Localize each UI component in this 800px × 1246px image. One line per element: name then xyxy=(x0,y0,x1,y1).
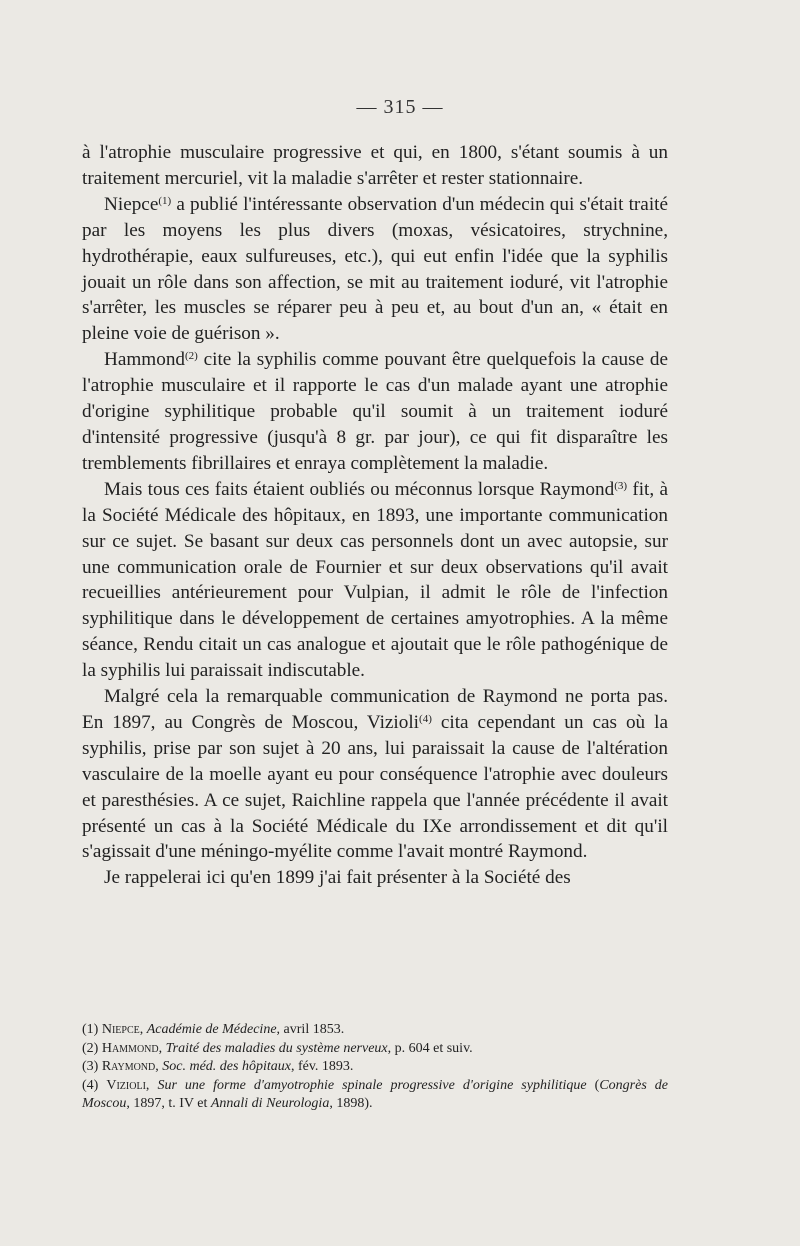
author-name: Vizioli xyxy=(106,1077,146,1093)
text-run: , xyxy=(158,1040,166,1056)
footnote-ref: (3) xyxy=(614,479,628,492)
text-run: , xyxy=(139,1022,147,1037)
text-run: cite la syphilis comme pouvant être quelquefois la cause de l'atrophie musculaire et il rapporte le cas d'un malade ayant une atrophie d'origine syphilitique probable qu'il soumit à un traitement ioduré d'intensité progressive (jusqu'à 8 gr. par jour), ce qui fit disparaître les tremblements fibrillaires et enraya complètement la maladie. xyxy=(82,349,668,474)
text-run: , xyxy=(155,1059,163,1074)
citation-title: Académie de Médecine xyxy=(146,1022,277,1037)
text-run: Je rappelerai ici qu'en 1899 j'ai fait présenter à la Société des xyxy=(104,867,571,889)
paragraph xyxy=(82,684,668,865)
author-name: Niepce xyxy=(101,1022,140,1037)
paragraph xyxy=(82,192,668,347)
footnote xyxy=(82,1077,668,1114)
text-run: , avril 1853. xyxy=(276,1022,345,1037)
footnote-ref: (4) xyxy=(419,712,432,725)
footnote xyxy=(82,1058,668,1077)
text-run: cita cependant un cas où la syphilis, prise par son sujet à 20 ans, lui paraissait la cause de l'altération vasculaire de la moelle ayant eu pour conséquence l'atrophie avec douleurs et paresthésies. A ce sujet, Raichline rappela que l'année précédente il avait présenté un cas à la Société Médicale du IXe arrondissement et dit qu'il s'agissait d'une méningo-myélite comme l'avait montré Raymond. xyxy=(82,711,668,863)
paragraph xyxy=(82,347,668,477)
citation-title: Sur une forme d'amyotrophie spinale progressive d'origine syphilitique xyxy=(157,1077,587,1093)
text-run: , 1898). xyxy=(329,1096,373,1111)
body-text xyxy=(82,140,668,891)
text-run: Mais tous ces faits étaient oubliés ou méconnus lorsque Raymond xyxy=(104,478,615,500)
citation-title: Traité des maladies du système nerveux xyxy=(165,1040,388,1056)
text-run: , 1897, t. IV et xyxy=(126,1096,211,1111)
text-run: (1) xyxy=(82,1022,102,1037)
footnote xyxy=(82,1021,668,1040)
text-run: ( xyxy=(586,1077,600,1093)
citation-title: Soc. méd. des hôpitaux xyxy=(162,1059,291,1074)
text-run: fit, à la Société Médicale des hôpitaux, en 1893, une importante communication sur ce sujet. Se basant sur deux cas personnels dont un avec autopsie, sur une communication orale de Fournier et sur deux observations qu'il avait recueillies antérieurement pour Vulpian, il admit le rôle de l'infection syphilitique dans le développement de certaines amyotrophies. A la même séance, Rendu citait un cas analogue et ajoutait que le rôle pathogénique de la syphilis lui paraissait indiscutable. xyxy=(82,478,668,682)
citation-title: Congrès de Moscou xyxy=(82,1077,669,1111)
text-run: (4) xyxy=(82,1077,107,1093)
paragraph xyxy=(82,865,668,891)
text-run: , p. 604 et suiv. xyxy=(387,1040,473,1056)
text-run: Malgré cela la remarquable communication de Raymond ne porta pas. En 1897, au Congrès de Moscou, Vizioli xyxy=(82,686,668,733)
footnote-ref: (2) xyxy=(185,350,198,363)
text-run: , fév. 1893. xyxy=(290,1059,354,1074)
paragraph xyxy=(82,140,668,192)
text-run: Hammond xyxy=(104,349,186,371)
text-run: , xyxy=(145,1077,158,1093)
text-run: (2) xyxy=(82,1040,102,1056)
text-run: à l'atrophie musculaire progressive et qui, en 1800, s'étant soumis à un traitement mercuriel, vit la maladie s'arrêter et rester stationnaire. xyxy=(82,142,668,189)
text-run: a publié l'intéressante observation d'un médecin qui s'était traité par les moyens les plus divers (moxas, vésicatoires, strychnine, hydrothérapie, eaux sulfureuses, etc.), qui eut enfin l'idée que la syphilis jouait un rôle dans son affection, se mit au traitement ioduré, vit l'atrophie s'arrêter, les muscles se réparer peu à peu et, au bout d'un an, « était en pleine voie de guérison ». xyxy=(82,193,668,345)
author-name: Raymond xyxy=(101,1059,156,1074)
text-run: Niepce xyxy=(104,193,159,215)
text-run: (3) xyxy=(82,1059,102,1074)
footnotes xyxy=(82,1021,668,1114)
author-name: Hammond xyxy=(101,1040,159,1056)
paragraph xyxy=(82,477,668,684)
citation-title: Annali di Neurologia xyxy=(210,1096,330,1111)
page-number: — 315 — xyxy=(356,96,444,118)
footnote xyxy=(82,1040,668,1059)
footnote-ref: (1) xyxy=(158,194,172,207)
